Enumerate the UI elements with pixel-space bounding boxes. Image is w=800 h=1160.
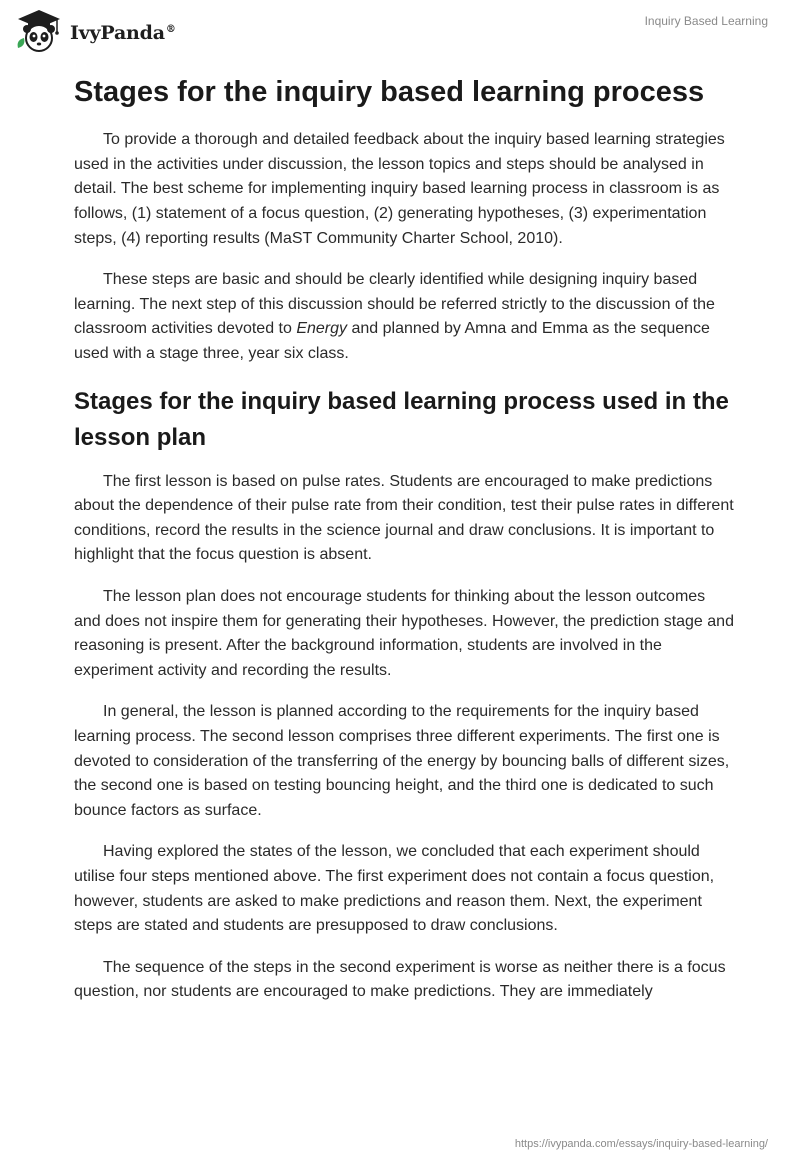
emphasis-energy: Energy	[296, 320, 348, 338]
brand-name: IvyPanda®	[70, 22, 176, 44]
page-title: Stages for the inquiry based learning process	[74, 76, 705, 108]
paragraph-1: To provide a thorough and detailed feedback about the inquiry based learning strategies used in the activities under discussion, the lesson topics and steps should be analysed in detail. The best scheme for implementing inquiry based learning process in classroom is as follows, (1) statement of a focus question, (2) generating hypotheses, (3) experimentation steps, (4) reporting results (MaST Community Charter School, 2010).	[74, 131, 725, 247]
paragraph-7: The sequence of the steps in the second experiment is worse as neither there is a focus question, nor students are encouraged to make predictions. They are immediately	[74, 958, 726, 1001]
footer-url[interactable]: https://ivypanda.com/essays/inquiry-based-learning/	[514, 1138, 768, 1150]
section-heading: Stages for the inquiry based learning process used in the lesson plan	[74, 387, 729, 451]
article-body	[74, 70, 734, 1022]
ivypanda-logo[interactable]	[14, 8, 176, 54]
paragraph-4: The lesson plan does not encourage students for thinking about the lesson outcomes and does not inspire them for generating their hypotheses. However, the prediction stage and reasoning is present. After the background information, students are involved in the experiment activity and recording the results.	[74, 587, 734, 679]
panda-graduate-icon	[14, 8, 64, 54]
paragraph-2: These steps are basic and should be clearly identified while designing inquiry based learning. The next step of this discussion should be referred strictly to the discussion of the classroom activities devoted to Energy and planned by Amna and Emma as the sequence used with a stage three, year six class.	[74, 271, 715, 362]
page-header	[0, 0, 800, 70]
running-title: Inquiry Based Learning	[644, 14, 768, 28]
paragraph-6: Having explored the states of the lesson, we concluded that each experiment should utilise four steps mentioned above. The first experiment does not contain a focus question, however, students are asked to make predictions and reason them. Next, the experiment steps are stated and students are presupposed to draw conclusions.	[74, 843, 715, 935]
paragraph-5: In general, the lesson is planned according to the requirements for the inquiry based learning process. The second lesson comprises three different experiments. The first one is devoted to consideration of the transferring of the energy by bouncing balls of different sizes, the second one is based on testing bouncing height, and the third one is dedicated to such bounce factors as surface.	[74, 703, 730, 819]
paragraph-3: The first lesson is based on pulse rates. Students are encouraged to make predictions about the dependence of their pulse rate from their condition, test their pulse rates in different conditions, record the results in the science journal and draw conclusions. It is important to highlight that the focus question is absent.	[74, 472, 734, 564]
